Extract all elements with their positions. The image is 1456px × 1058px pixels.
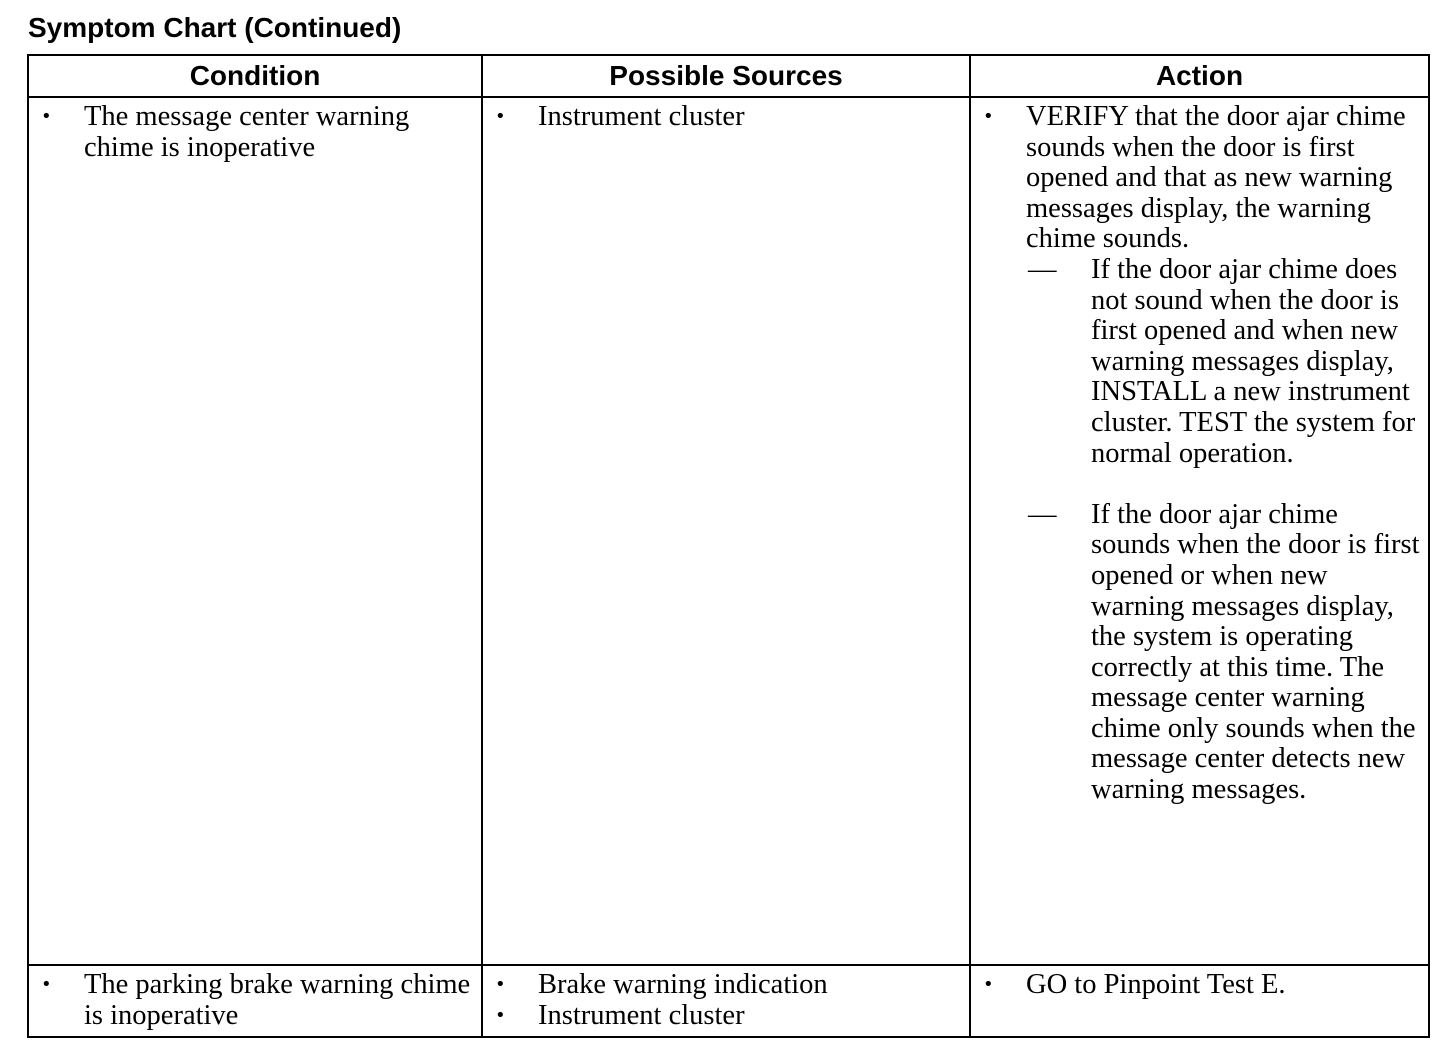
- action-cell: [970, 965, 1429, 1037]
- action-item: [971, 102, 1428, 255]
- bullet-icon: •: [983, 106, 994, 127]
- dash-icon: —: [1028, 498, 1057, 530]
- sources-cell: [482, 97, 970, 965]
- symptom-chart-table: [27, 54, 1430, 1038]
- page-title: Symptom Chart (Continued): [28, 12, 402, 43]
- source-text: Instrument cluster: [538, 101, 745, 132]
- action-cell: [970, 97, 1429, 965]
- action-text: VERIFY that the door ajar chime sounds when the door is first opened and that as new warning messages display, the warning chime sounds.: [1026, 101, 1406, 255]
- bullet-icon: •: [495, 1004, 506, 1026]
- source-item: [483, 102, 969, 133]
- action-subitem-text: If the door ajar chime sounds when the door is first opened or when new warning messages display, the system is operating correctly at this time. The message center warning chime only sounds when the message center detects new warning messages.: [1091, 498, 1420, 806]
- column-header-action: Action: [970, 55, 1429, 97]
- condition-item: [29, 970, 481, 1031]
- bullet-icon: •: [495, 106, 506, 127]
- action-text: GO to Pinpoint Test E.: [1026, 969, 1286, 1000]
- condition-cell: [28, 97, 482, 965]
- bullet-icon: •: [983, 974, 994, 995]
- source-item: [483, 1001, 969, 1032]
- condition-cell: [28, 965, 482, 1037]
- column-header-possible-sources: Possible Sources: [482, 55, 970, 97]
- table-header-row: [28, 55, 1429, 97]
- action-subitem-text: If the door ajar chime does not sound when the door is first opened and when new warning messages display, INSTALL a new instrument cluster. TEST the system for normal operation.: [1091, 253, 1416, 469]
- bullet-icon: •: [41, 974, 52, 995]
- bullet-icon: •: [495, 974, 506, 995]
- column-header-condition: Condition: [28, 55, 482, 97]
- action-item: [971, 970, 1428, 1001]
- table-row: [28, 965, 1429, 1037]
- dash-icon: —: [1028, 253, 1057, 285]
- condition-text: The message center warning chime is inoperative: [84, 101, 410, 163]
- condition-text: The parking brake warning chime is inoperative: [84, 969, 471, 1031]
- condition-item: [29, 102, 481, 163]
- action-subitem: [1026, 500, 1428, 806]
- subitem-spacer: [971, 469, 1428, 500]
- source-text: Instrument cluster: [538, 999, 745, 1031]
- sources-cell: [482, 965, 970, 1037]
- table-row: [28, 97, 1429, 965]
- bullet-icon: •: [41, 106, 52, 127]
- action-subitem: [1026, 255, 1428, 469]
- source-item: [483, 970, 969, 1001]
- source-text: Brake warning indication: [538, 969, 828, 1000]
